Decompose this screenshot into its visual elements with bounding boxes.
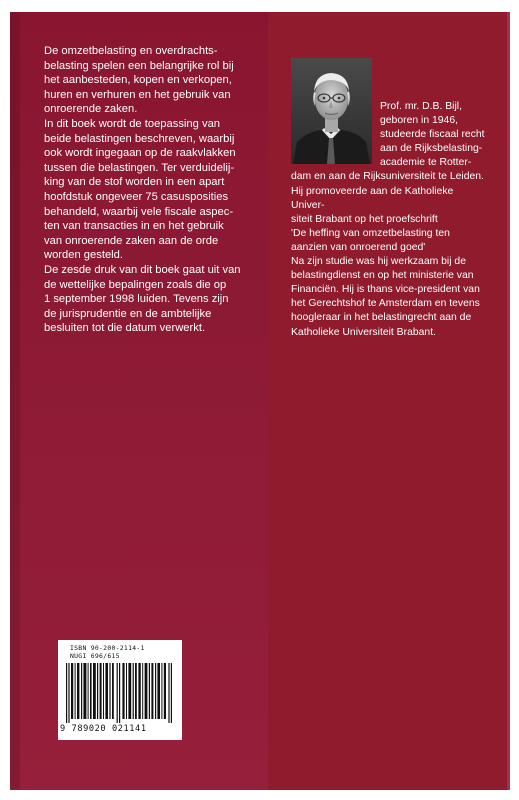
- description-line: In dit boek wordt de toepassing van: [44, 117, 221, 130]
- description-line: worden gesteld.: [44, 249, 123, 262]
- nugi-text: NUGI 696/615: [70, 652, 120, 660]
- description-line: het aanbesteden, kopen en verkopen,: [44, 74, 232, 87]
- description-line: 1 september 1998 luiden. Tevens zijn: [44, 293, 229, 306]
- isbn-text: ISBN 90-200-2114-1: [70, 644, 145, 652]
- spine-shadow: [10, 12, 20, 790]
- description-line: king van de stof worden in een apart: [44, 176, 225, 189]
- description-line: hoofdstuk ongeveer 75 casusposities: [44, 190, 229, 203]
- bio-line: hoogleraar in het belastingrecht aan de: [291, 312, 472, 324]
- bio-line: academie te Rotter-: [380, 157, 472, 169]
- bio-line: Prof. mr. D.B. Bijl,: [380, 101, 462, 112]
- description-line: belasting spelen een belangrijke rol bij: [44, 59, 234, 72]
- description-line: de jurisprudentie en de ambtelijke: [44, 307, 212, 320]
- description-line: onroerende zaken.: [44, 103, 138, 116]
- description-line: ten van transacties in en het gebruik: [44, 220, 224, 233]
- barcode-label: [58, 640, 182, 740]
- bio-line: Financiën. Hij is thans vice-president van: [291, 284, 480, 296]
- description-line: ook wordt ingegaan op de raakvlakken: [44, 147, 236, 160]
- bio-line: aanzien van onroerend goed': [291, 241, 426, 253]
- description-line: De zesde druk van dit boek gaat uit van: [44, 263, 241, 276]
- barcode-icon: [66, 663, 174, 723]
- bio-line: Na zijn studie was hij werkzaam bij de: [291, 256, 466, 268]
- description-line: de wettelijke bepalingen zoals die op: [44, 278, 227, 291]
- bio-line: geboren in 1946,: [380, 115, 458, 127]
- description-line: besluiten tot die datum verwerkt.: [44, 322, 206, 335]
- bio-line: dam en aan de Rijksuniversiteit te Leiden.: [291, 171, 484, 183]
- bio-line: belastingdienst en op het ministerie van: [291, 270, 474, 282]
- bio-line: studeerde fiscaal recht: [380, 129, 485, 141]
- bio-line: 'De heffing van omzetbelasting ten: [291, 227, 450, 239]
- book-description: [44, 44, 254, 336]
- description-line: van onroerende zaken aan de orde: [44, 234, 219, 247]
- isbn-block: [70, 644, 145, 660]
- bio-line: Katholieke Universiteit Brabant.: [291, 326, 436, 338]
- barcode-number: 9 789020 021141: [60, 724, 147, 734]
- author-bio: [291, 100, 487, 340]
- description-line: beide belastingen beschreven, waarbij: [44, 132, 235, 145]
- bio-line: aan de Rijksbelasting-: [380, 143, 483, 155]
- description-line: De omzetbelasting en overdrachts-: [44, 45, 218, 57]
- cover-edge: [507, 12, 510, 790]
- bio-line: Hij promoveerde aan de Katholieke Univer-: [291, 185, 454, 211]
- description-line: tussen die belastingen. Ter verduidelij-: [44, 161, 235, 174]
- description-line: huren en verhuren en het gebruik van: [44, 88, 231, 101]
- bio-line: het Gerechtshof te Amsterdam en tevens: [291, 298, 480, 310]
- description-line: behandeld, waarbij vele fiscale aspec-: [44, 205, 234, 218]
- bio-line: siteit Brabant op het proefschrift: [291, 213, 438, 225]
